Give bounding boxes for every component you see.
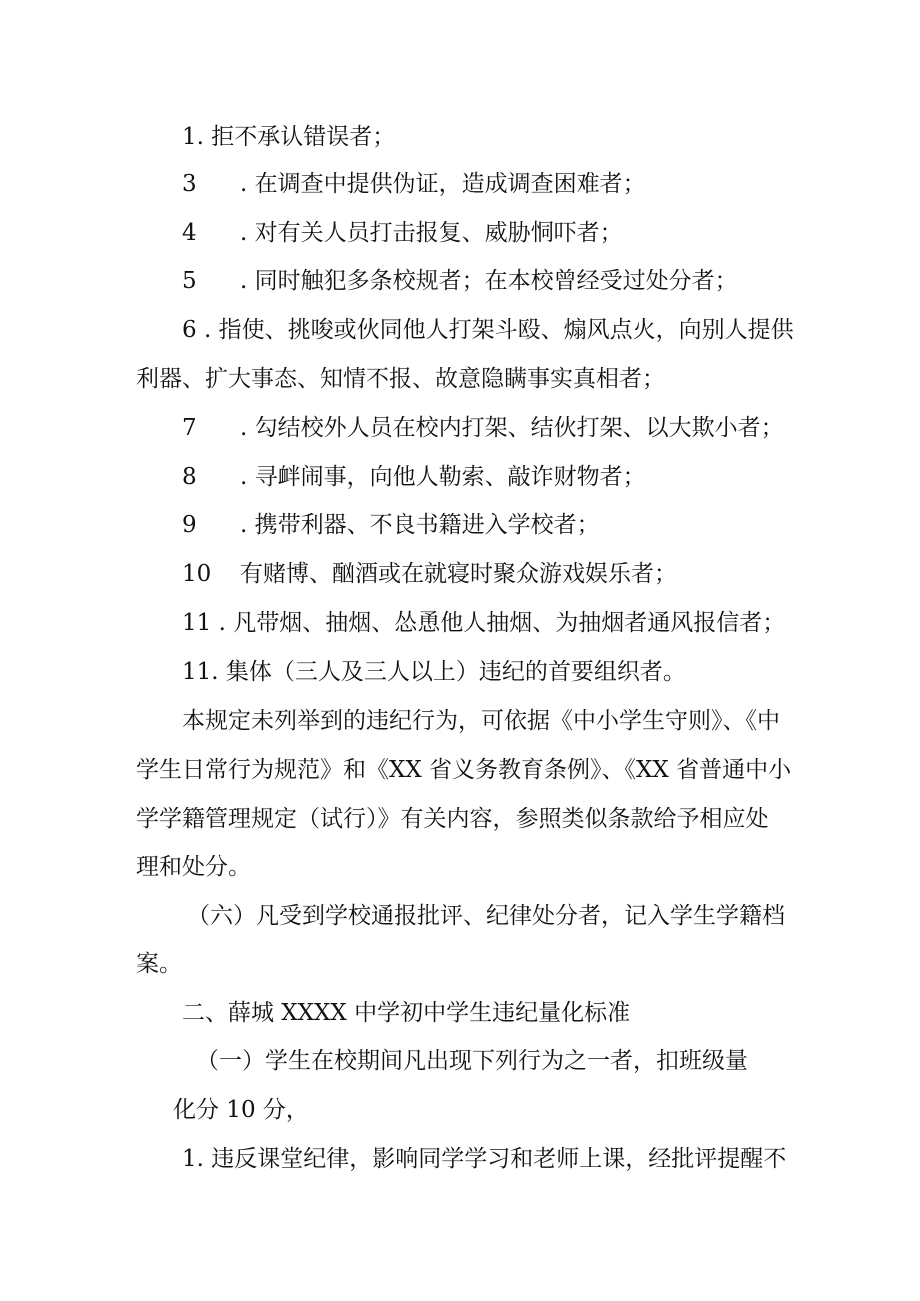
item-number: 8 [182, 464, 197, 490]
text-line-item-6-cont: 利器、扩大事态、知情不报、故意隐瞒事实真相者； [136, 366, 665, 392]
item-number: 3 [182, 171, 197, 197]
text-line-item-5 [182, 270, 738, 293]
item-text: 有赌博、酗酒或在就寝时聚众游戏娱乐者； [240, 561, 677, 587]
text-line-item-9 [182, 514, 600, 537]
item-number: 9 [182, 512, 197, 538]
item-text: . 同时触犯多条校规者；在本校曾经受过处分者； [240, 268, 738, 294]
paragraph-line: 学生日常行为规范》和《XX 省义务教育条例》、《XX 省普通中小 [136, 757, 792, 783]
item-text: . 在调查中提供伪证，造成调查困难者； [240, 171, 646, 197]
text-line-item-11: 11 . 凡带烟、抽烟、怂恿他人抽烟、为抽烟者通风报信者； [182, 610, 786, 636]
item-number: 7 [182, 415, 197, 441]
item-text: . 对有关人员打击报复、威胁恫吓者； [240, 220, 623, 246]
text-line-item-6: 6 . 指使、挑唆或伙同他人打架斗殴、煽风点火，向别人提供 [182, 317, 794, 343]
text-line-item-7 [182, 417, 784, 440]
paragraph-line: 案。 [136, 951, 182, 977]
paragraph-line: 学学籍管理规定（试行）》有关内容，参照类似条款给予相应处 [136, 806, 769, 832]
item-number: 10 [182, 561, 212, 587]
item-number: 4 [182, 220, 197, 246]
paragraph-line: 化分 10 分， [173, 1097, 309, 1123]
paragraph-line: 本规定未列举到的违纪行为，可依据《中小学生守则》、《中 [182, 708, 780, 734]
text-line-item-10 [182, 563, 677, 586]
item-text: . 勾结校外人员在校内打架、结伙打架、以大欺小者； [240, 415, 784, 441]
text-line-item-8 [182, 466, 646, 489]
paragraph-line: 理和处分。 [136, 854, 251, 880]
item-number: 5 [182, 268, 197, 294]
paragraph-line-section-six: （六）凡受到学校通报批评、纪律处分者，记入学生学籍档 [187, 903, 785, 929]
text-line-item-1: 1. 拒不承认错误者； [182, 124, 396, 150]
item-text: . 寻衅闹事，向他人勒索、敲诈财物者； [240, 464, 646, 490]
text-line-item-11b: 11. 集体（三人及三人以上）违纪的首要组织者。 [182, 659, 686, 685]
text-line-item-4 [182, 222, 623, 245]
paragraph-line-subsection-one: （一）学生在校期间凡出现下列行为之一者，扣班级量 [196, 1048, 748, 1074]
text-line-item-3 [182, 173, 646, 196]
section-heading: 二、薛城 XXXX 中学初中学生违纪量化标准 [182, 1000, 631, 1026]
item-text: . 携带利器、不良书籍进入学校者； [240, 512, 600, 538]
text-line-item-1: 1. 违反课堂纪律，影响同学学习和老师上课，经批评提醒不 [182, 1146, 787, 1172]
